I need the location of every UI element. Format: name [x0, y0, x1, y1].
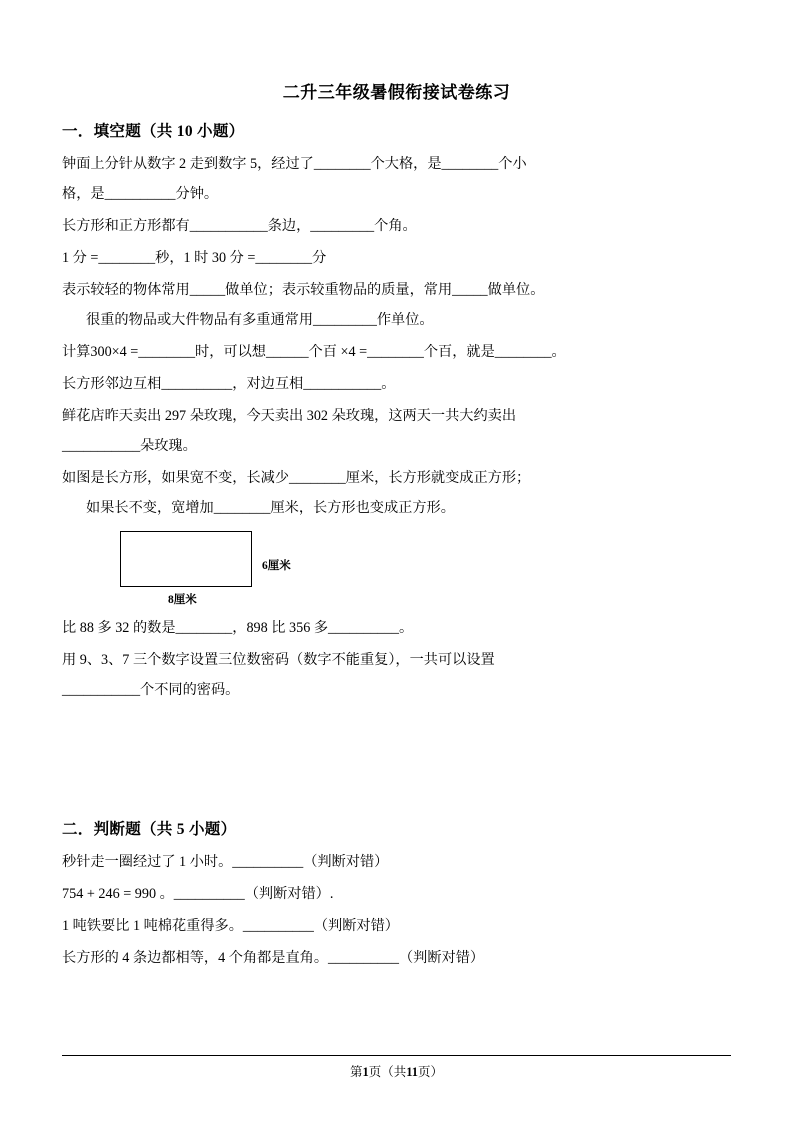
question-9	[62, 613, 731, 643]
question-1-line-2: 格，是__________分钟。	[62, 186, 219, 202]
question-5-line-1: 计算300×4 =________时，可以想______个百 ×4 =________个百，就是________。	[62, 344, 566, 360]
rectangle-height-label: 6厘米	[262, 560, 291, 572]
question-3	[62, 243, 731, 273]
footer-divider	[62, 1055, 731, 1056]
question-4-line-2: 很重的物品或大件物品有多重通常用_________作单位。	[86, 312, 434, 328]
question-6	[62, 369, 731, 399]
question-2	[62, 211, 731, 241]
page-footer	[0, 1055, 793, 1080]
footer-suffix: 页）	[418, 1065, 444, 1079]
question-8-line-1: 如图是长方形，如果宽不变，长减少________厘米，长方形就变成正方形；	[62, 470, 531, 486]
footer-total-pages: 11	[406, 1065, 419, 1079]
question-12-line-1: 754 + 246 = 990 。__________（判断对错）.	[62, 886, 334, 902]
question-14-line-1: 长方形的 4 条边都相等，4 个角都是直角。__________（判断对错）	[62, 950, 485, 966]
question-7	[62, 401, 731, 461]
question-1-line-1: 钟面上分针从数字 2 走到数字 5，经过了________个大格，是________个小	[62, 156, 527, 172]
question-13-line-1: 1 吨铁要比 1 吨棉花重得多。__________（判断对错）	[62, 918, 399, 934]
question-13	[62, 911, 731, 941]
page-title: 二升三年级暑假衔接试卷练习	[282, 83, 511, 102]
question-6-line-1: 长方形邻边互相__________，对边互相___________。	[62, 376, 396, 392]
section-heading-fill-in-blank: 一．填空题（共 10 小题）	[62, 123, 245, 140]
question-14	[62, 943, 731, 973]
rectangle-figure	[120, 531, 320, 609]
question-10-line-2: ___________个不同的密码。	[62, 682, 240, 698]
section-heading-true-false: 二．判断题（共 5 小题）	[62, 821, 237, 838]
question-5	[62, 337, 731, 367]
question-4	[62, 275, 731, 335]
question-3-line-1: 1 分 =________秒，1 时 30 分 =________分	[62, 250, 327, 266]
question-4-line-1: 表示较轻的物体常用_____做单位；表示较重物品的质量，常用_____做单位。	[62, 282, 545, 298]
footer-page-number: 1	[362, 1065, 369, 1079]
question-8-line-2: 如果长不变，宽增加________厘米，长方形也变成正方形。	[86, 500, 455, 516]
question-9-line-1: 比 88 多 32 的数是________，898 比 356 多__________。	[62, 620, 414, 636]
question-10-line-1: 用 9、3、7 三个数字设置三位数密码（数字不能重复），一共可以设置	[62, 652, 495, 668]
question-2-line-1: 长方形和正方形都有___________条边，_________个角。	[62, 218, 417, 234]
question-1	[62, 149, 731, 209]
page-spacer	[62, 707, 731, 803]
rectangle-width-label: 8厘米	[168, 594, 197, 606]
footer-middle: 页（共	[368, 1065, 407, 1079]
question-7-line-2: ___________朵玫瑰。	[62, 438, 197, 454]
question-10	[62, 645, 731, 705]
question-11-line-1: 秒针走一圈经过了 1 小时。__________（判断对错）	[62, 854, 389, 870]
question-7-line-1: 鲜花店昨天卖出 297 朵玫瑰，今天卖出 302 朵玫瑰，这两天一共大约卖出	[62, 408, 517, 424]
footer-prefix: 第	[349, 1065, 363, 1079]
question-8	[62, 463, 731, 523]
question-12	[62, 879, 731, 909]
question-11	[62, 847, 731, 877]
rectangle-shape	[120, 531, 252, 587]
